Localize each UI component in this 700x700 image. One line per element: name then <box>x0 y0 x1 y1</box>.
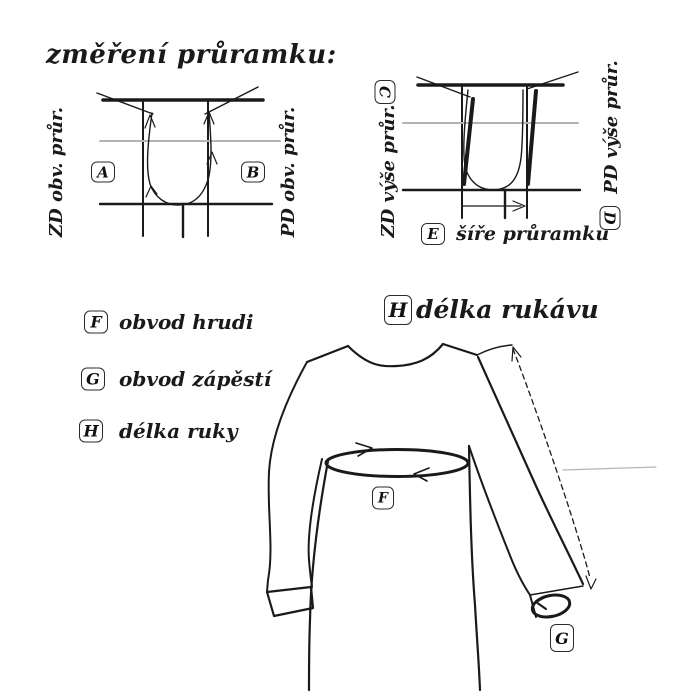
stray-guide-line <box>563 467 656 470</box>
front-circumference-axis-label: PD obv. průr. <box>278 106 299 238</box>
front-height-axis-label: PD výše průr. <box>601 60 622 194</box>
arrow-down-icon <box>586 576 596 589</box>
sleeve-length-heading: délka rukávu <box>416 295 599 324</box>
legend-label-wrist: obvod zápěstí <box>119 367 272 391</box>
shoulder-slant-left <box>97 93 153 114</box>
legend-key-g-badge: G <box>81 368 105 391</box>
wrist-circumference-ellipse <box>530 592 572 620</box>
chest-circumference-ellipse <box>326 450 468 477</box>
left-shoulder <box>307 346 348 362</box>
key-a-badge: A <box>91 162 115 183</box>
key-c-badge: C <box>375 80 396 104</box>
depth-mark-front <box>528 91 536 184</box>
garment-chest-key-badge: F <box>372 487 394 510</box>
left-body-edge <box>309 461 328 690</box>
garment-sketch <box>267 344 656 690</box>
left-sleeve-inner <box>309 459 322 587</box>
back-height-axis-label: ZD výše průr. <box>378 104 399 238</box>
right-sleeve-outer <box>478 357 583 584</box>
neckline <box>348 344 443 366</box>
armhole-width-caption: šíře průramku <box>456 223 610 245</box>
garment-wrist-key-badge: G <box>550 624 574 652</box>
arrow-up-icon <box>146 186 157 197</box>
right-body-edge <box>469 446 480 690</box>
left-cuff <box>267 587 313 616</box>
legend-key-h-badge: H <box>79 420 103 443</box>
sleeve-cap <box>477 345 512 355</box>
heading-key-h-badge: H <box>384 295 412 325</box>
right-shoulder <box>443 344 477 355</box>
armhole-curve <box>148 113 211 205</box>
back-circumference-axis-label: ZD obv. průr. <box>46 106 67 238</box>
armhole-height-sketch <box>403 72 580 218</box>
key-e-badge: E <box>421 223 445 245</box>
legend-label-arm-length: délka ruky <box>119 419 238 443</box>
page-title: změření průramku: <box>46 40 337 70</box>
right-sleeve-inner <box>469 446 530 595</box>
key-d-badge: D <box>600 206 621 230</box>
legend-label-chest: obvod hrudi <box>119 310 254 334</box>
arrow-left-icon <box>536 596 547 609</box>
sleeve-length-arrow-line <box>513 349 590 578</box>
key-b-badge: B <box>241 162 265 183</box>
left-sleeve-outer <box>267 362 307 592</box>
legend-key-f-badge: F <box>84 311 108 334</box>
